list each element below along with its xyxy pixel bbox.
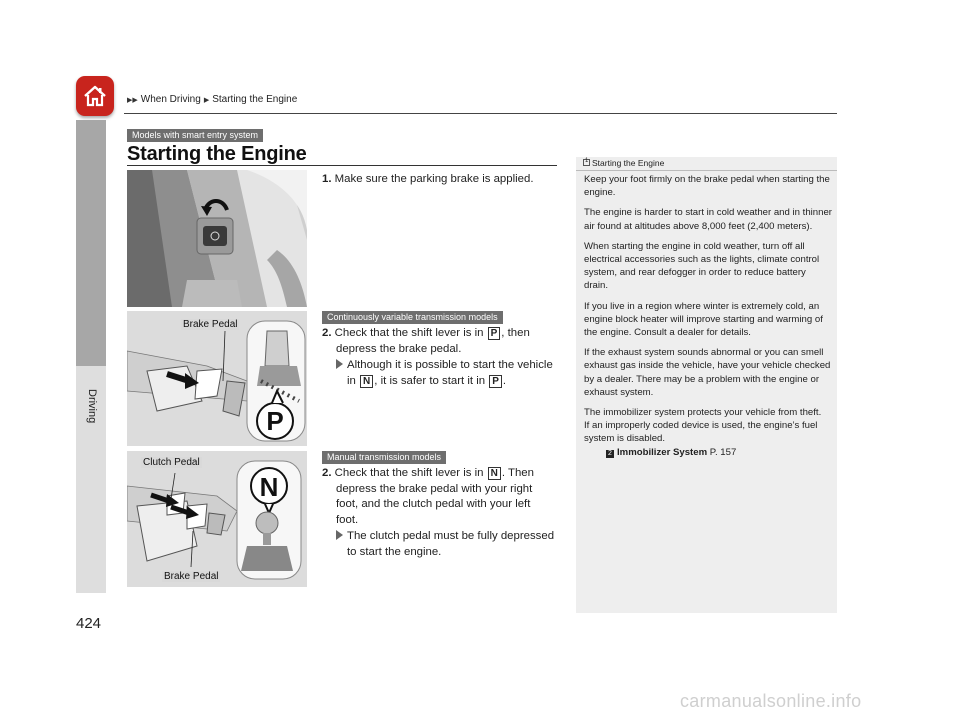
step-1: 1. Make sure the parking brake is applied. (322, 173, 534, 185)
tag-cvt: Continuously variable transmission models (322, 311, 503, 324)
note-paragraph: The engine is harder to start in cold weather and in thinner air found at altitudes above 8,000 feet (2,400 meters). (584, 207, 832, 232)
breadcrumb-item-starting-engine[interactable]: Starting the Engine (212, 94, 298, 105)
key-n: N (488, 467, 501, 480)
arrow-icon (336, 530, 343, 540)
parking-brake-illustration (127, 170, 307, 307)
brake-pedal-cvt-illustration (127, 311, 307, 446)
tag-smart-entry: Models with smart entry system (127, 129, 263, 142)
label-brake-pedal: Brake Pedal (183, 319, 238, 330)
label-clutch-pedal: Clutch Pedal (143, 457, 200, 468)
note-paragraph: If you live in a region where winter is extremely cold, an engine block heater will improve starting and warming of the engine. Consult a dealer for details. (584, 300, 823, 339)
note-paragraph: When starting the engine in cold weather, turn off all electrical accessories such as the lights, climate control system, and rear defogger in order to reduce battery drain. (584, 240, 820, 292)
step-2-manual: 2. Check that the shift lever is in N . Then depress the brake pedal with your right foot, and the clutch pedal with your left foot. (322, 467, 534, 526)
side-note-rule (576, 170, 837, 171)
note-paragraph: If the exhaust system sounds abnormal or you can smell exhaust gas inside the vehicle, have your vehicle checked by a dealer. There may be a problem with the engine or exhaust system. (584, 347, 831, 398)
breadcrumb-arrow-icon: ▶ (203, 96, 210, 104)
arrow-icon (336, 359, 343, 369)
step-2-manual-note: The clutch pedal must be fully depressed to start the engine. (336, 529, 554, 560)
key-p: P (488, 327, 501, 340)
reference-icon: 2 (606, 450, 614, 458)
step-2-cvt: 2. Check that the shift lever is in P , then depress the brake pedal. (322, 327, 530, 355)
step-2-cvt-note: Although it is possible to start the vehicle in N , it is safer to start it in P . (336, 358, 553, 389)
note-paragraph: The immobilizer system protects your vehicle from theft. (584, 407, 822, 419)
tag-manual: Manual transmission models (322, 451, 446, 464)
label-brake-pedal-2: Brake Pedal (164, 571, 219, 582)
side-note-heading: 1Starting the Engine (576, 157, 837, 168)
key-p: P (489, 375, 502, 388)
header-rule (124, 113, 837, 114)
watermark: carmanualsonline.info (680, 691, 862, 711)
key-n: N (360, 375, 373, 388)
title-rule (127, 165, 557, 166)
breadcrumb-item-when-driving[interactable]: When Driving (140, 94, 201, 105)
chapter-label[interactable]: Driving (86, 389, 98, 424)
page-title: Starting the Engine (127, 143, 307, 165)
note-paragraph: If an improperly coded device is used, the engine’s fuel system is disabled. (584, 420, 818, 445)
cross-reference-link[interactable]: 2 Immobilizer System P. 157 (584, 446, 832, 459)
p-gear-letter: P (266, 406, 284, 436)
chapter-sidebar-active (76, 120, 106, 366)
pedals-manual-illustration (127, 451, 307, 587)
n-gear-letter: N (259, 472, 279, 502)
home-icon[interactable] (76, 76, 114, 116)
note-paragraph: Keep your foot firmly on the brake pedal when starting the engine. (584, 174, 830, 199)
side-note-body (584, 173, 832, 459)
note-icon (583, 159, 590, 166)
breadcrumb-arrow-icon: ▶▶ (127, 96, 138, 104)
breadcrumb (127, 94, 297, 105)
page-number: 424 (76, 615, 102, 632)
